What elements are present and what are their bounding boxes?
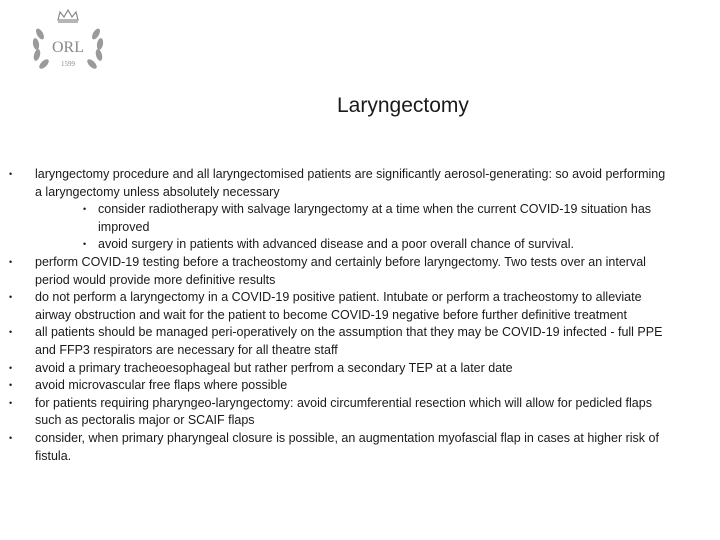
svg-text:ORL: ORL [52,39,84,56]
bullet-marker: • [9,169,13,179]
bullet-item [0,430,720,465]
bullet-text: consider radiotherapy with salvage laryngectomy at a time when the current COVID-19 situation has improved [98,202,652,234]
bullet-item [0,166,720,201]
bullet-text: for patients requiring pharyngeo-laryngectomy: avoid circumferential resection which will allow for pedicled flaps such as pectoralis major or SCAIF flaps [35,395,652,428]
bullet-text: consider, when primary pharyngeal closure is possible, an augmentation myofascial flap in cases at higher risk of fistula. [35,430,659,463]
bullet-list [0,166,720,465]
bullet-marker: • [9,327,13,338]
bullet-text: all patients should be managed peri-operatively on the assumption that they may be COVID-19 infected - full PPE and FFP3 respirators are necessary for all theatre staff [35,325,663,357]
bullet-text: avoid a primary tracheoesophageal but rather perfrom a secondary TEP at a later date [35,360,513,375]
bullet-marker: • [9,380,13,391]
bullet-text: avoid microvascular free flaps where possible [35,378,288,393]
bullet-text: do not perform a laryngectomy in a COVID-19 positive patient. Intubate or perform a tracheostomy to alleviate airway obstruction and wait for the patient to become COVID-19 negative before further definitive treatment [35,290,642,322]
bullet-text: laryngectomy procedure and all laryngectomised patients are significantly aerosol-generating: so avoid performing a laryngectomy unless absolutely necessary [35,167,666,199]
bullet-item [0,395,720,430]
bullet-marker: • [9,432,13,443]
sub-bullet-item [0,236,720,254]
bullet-marker: • [9,292,13,303]
sub-bullet-item [0,201,720,236]
bullet-marker: • [9,397,13,408]
svg-text:1599: 1599 [61,60,75,68]
bullet-item [0,360,720,378]
bullet-text: perform COVID-19 testing before a tracheostomy and certainly before laryngectomy. Two tests over an interval period would provide more definitive results [35,254,646,287]
bullet-item [0,254,720,289]
bullet-item [0,289,720,324]
bullet-item [0,324,720,359]
bullet-marker: • [83,204,87,215]
bullet-marker: • [9,362,13,373]
bullet-marker: • [83,239,87,250]
bullet-text: avoid surgery in patients with advanced disease and a poor overall chance of survival. [98,237,574,252]
slide-title: Laryngectomy [337,94,469,117]
bullet-item [0,377,720,395]
orl-logo [24,8,112,74]
bullet-marker: • [9,256,13,267]
